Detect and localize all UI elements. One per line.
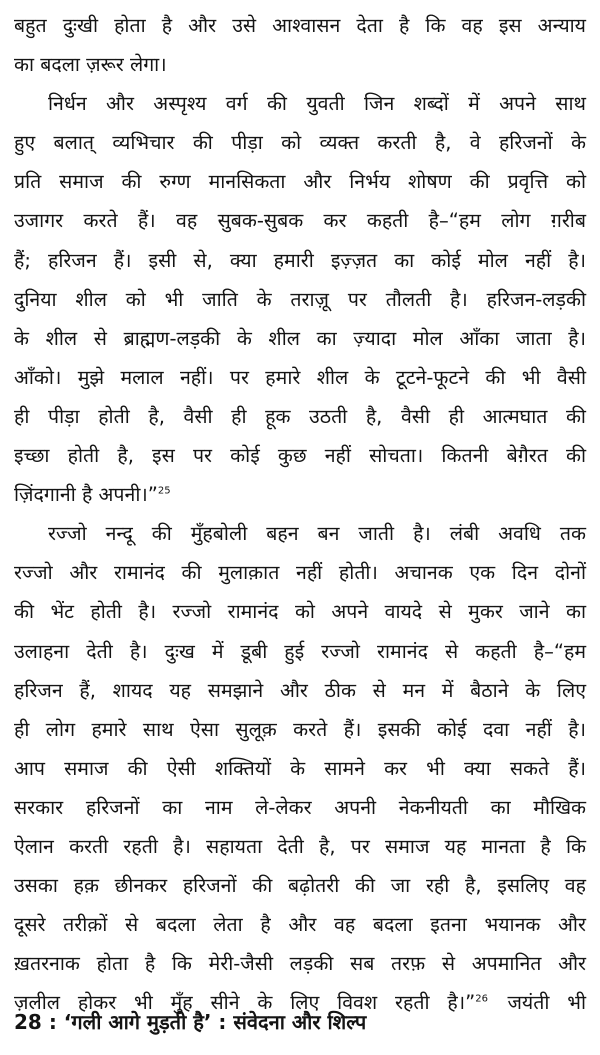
line-text: की भेंट होती है। रज्जो रामानंद को अपने वायदे से मुकर जाने का bbox=[14, 600, 586, 624]
line-text: ज़िंदगानी है अपनी।” bbox=[14, 483, 158, 507]
line-text: आप समाज की ऐसी शक्तियों के सामने कर भी क्या सकते हैं। bbox=[14, 756, 586, 780]
text-line bbox=[14, 671, 586, 710]
line-text: निर्धन और अस्पृश्य वर्ग की युवती जिन शब्दों में अपने साथ bbox=[48, 92, 586, 116]
paragraph bbox=[14, 84, 586, 514]
paragraph bbox=[14, 6, 586, 84]
line-text: रज्जो और रामानंद की मुलाक़ात नहीं होती। अचानक एक दिन दोनों bbox=[14, 561, 586, 585]
text-line bbox=[14, 280, 586, 319]
line-text: उसका हक़ छीनकर हरिजनों की बढ़ोतरी की जा रही है, इसलिए वह bbox=[14, 874, 586, 898]
text-line bbox=[14, 553, 586, 592]
line-text: दुनिया शील को भी जाति के तराज़ू पर तौलती है। हरिजन-लड़की bbox=[14, 287, 586, 311]
text-line bbox=[14, 788, 586, 827]
continuation-text: जयंती भी bbox=[507, 991, 586, 1015]
footer-separator: : bbox=[48, 1010, 57, 1034]
text-line bbox=[14, 905, 586, 944]
text-line bbox=[14, 123, 586, 162]
text-line bbox=[14, 944, 586, 983]
line-text: ही लोग हमारे साथ ऐसा सुलूक़ करते हैं। इसकी कोई दवा नहीं है। bbox=[14, 717, 586, 741]
text-line bbox=[14, 45, 586, 84]
text-line bbox=[14, 84, 586, 123]
line-text: आँको। मुझे मलाल नहीं। पर हमारे शील के टूटने-फूटने की भी वैसी bbox=[14, 365, 586, 389]
line-text: इच्छा होती है, इस पर कोई कुछ नहीं सोचता। कितनी बेग़ैरत की bbox=[14, 444, 586, 468]
text-line bbox=[14, 162, 586, 201]
text-line bbox=[14, 6, 586, 45]
text-line bbox=[14, 514, 586, 553]
text-line bbox=[14, 592, 586, 631]
line-text: ही पीड़ा होती है, वैसी ही हूक उठती है, वैसी ही आत्मघात की bbox=[14, 404, 586, 428]
line-text: के शील से ब्राह्मण-लड़की के शील का ज़्यादा मोल आँका जाता है। bbox=[14, 326, 586, 350]
text-line bbox=[14, 710, 586, 749]
line-text: उलाहना देती है। दुःख में डूबी हुई रज्जो रामानंद से कहती है–“हम bbox=[14, 639, 586, 663]
book-title: ‘गली आगे मुड़ती है’ bbox=[63, 1010, 212, 1034]
book-subtitle: : संवेदना और शिल्प bbox=[218, 1010, 367, 1034]
page-footer bbox=[14, 1008, 586, 1035]
line-text: ज़लील होकर भी मुँह सीने के लिए विवश रहती है।” bbox=[14, 991, 476, 1015]
text-line bbox=[14, 319, 586, 358]
line-text: रज्जो नन्दू की मुँहबोली बहन बन जाती है। लंबी अवधि तक bbox=[48, 522, 586, 546]
text-line bbox=[14, 866, 586, 905]
text-line bbox=[14, 475, 586, 514]
line-text: ख़तरनाक होता है कि मेरी-जैसी लड़की सब तरफ़ से अपमानित और bbox=[14, 952, 586, 976]
text-line bbox=[14, 358, 586, 397]
line-text: बहुत दुःखी होता है और उसे आश्वासन देता है कि वह इस अन्याय bbox=[14, 14, 586, 37]
text-line bbox=[14, 749, 586, 788]
text-line bbox=[14, 241, 586, 280]
line-text: प्रति समाज की रुग्ण मानसिकता और निर्भय शोषण की प्रवृत्ति को bbox=[14, 170, 586, 194]
line-text: का बदला ज़रूर लेगा। bbox=[14, 53, 167, 77]
line-text: दूसरे तरीक़ों से बदला लेता है और वह बदला इतना भयानक और bbox=[14, 913, 586, 937]
paragraph bbox=[14, 514, 586, 1022]
text-line bbox=[14, 397, 586, 436]
line-text: हैं; हरिजन हैं। इसी से, क्या हमारी इज़्ज़त का कोई मोल नहीं है। bbox=[14, 248, 586, 272]
text-line bbox=[14, 632, 586, 671]
line-text: हरिजन हैं, शायद यह समझाने और ठीक से मन में बैठाने के लिए bbox=[14, 678, 586, 702]
footnote-marker: 26 bbox=[475, 993, 488, 1005]
text-line bbox=[14, 436, 586, 475]
line-text: उजागर करते हैं। वह सुबक-सुबक कर कहती है–“हम लोग ग़रीब bbox=[14, 209, 586, 233]
text-line bbox=[14, 827, 586, 866]
line-text: सरकार हरिजनों का नाम ले-लेकर अपनी नेकनीयती का मौखिक bbox=[14, 795, 586, 819]
line-text: हुए बलात् व्यभिचार की पीड़ा को व्यक्त करती है, वे हरिजनों के bbox=[14, 131, 586, 155]
page-number: 28 bbox=[14, 1010, 42, 1034]
body-text bbox=[14, 6, 586, 1022]
text-line bbox=[14, 201, 586, 240]
footnote-marker: 25 bbox=[157, 485, 171, 497]
line-text: ऐलान करती रहती है। सहायता देती है, पर समाज यह मानता है कि bbox=[14, 834, 586, 858]
